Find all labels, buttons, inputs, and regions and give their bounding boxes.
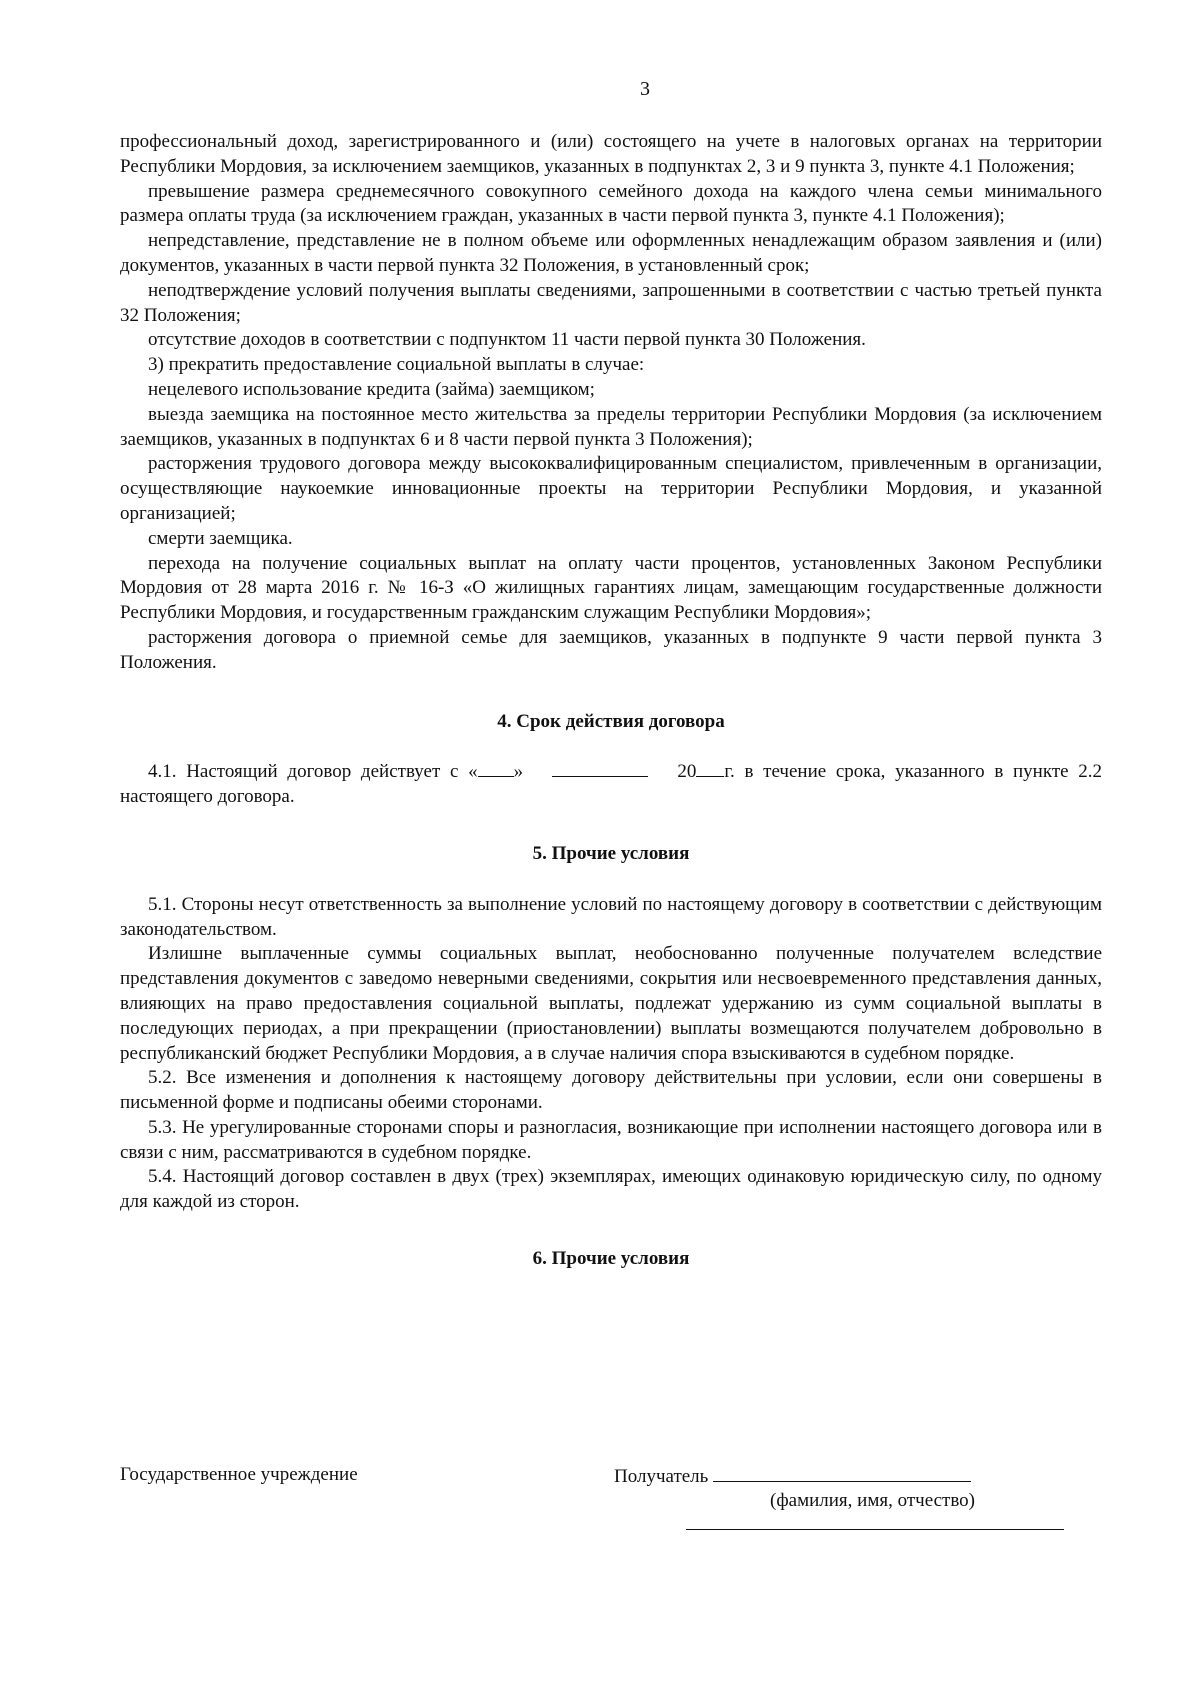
paragraph: 3) прекратить предоставление социальной выплаты в случае: xyxy=(148,354,645,376)
month-blank xyxy=(552,760,648,777)
recipient-signature-line xyxy=(686,1529,1064,1530)
date-close-quote: » xyxy=(513,761,524,783)
paragraph: неподтверждение условий получения выплаты сведениями, запрошенными в соответствии с частью третьей пункта 32 Положения; xyxy=(120,279,1102,326)
section-title-5: 5. Прочие условия xyxy=(532,842,690,864)
paragraph-5-4: 5.4. Настоящий договор составлен в двух (трех) экземплярах, имеющих одинаковую юридическую силу, по одному для каждой из сторон. xyxy=(120,1166,1102,1213)
year-prefix: 20 xyxy=(677,761,697,783)
paragraph: выезда заемщика на постоянное место жительства за пределы территории Республики Мордовия (за исключением заемщиков, указанных в подпунктах 6 и 8 части первой пункта 3 Положения); xyxy=(120,403,1102,450)
section-title-6: 6. Прочие условия xyxy=(532,1248,690,1270)
recipient-name-line xyxy=(713,1463,971,1482)
page-number: 3 xyxy=(640,78,650,100)
paragraph: профессиональный доход, зарегистрированного и (или) состоящего на учете в налоговых органах на территории Республики Мордовия, за исключением заемщиков, указанных в подпунктах 2, 3 и 9 пункта 3, пункте 4.1 Положения; xyxy=(120,131,1102,177)
paragraph-5-1: 5.1. Стороны несут ответственность за выполнение условий по настоящему договору в соответствии с действующим законодательством. xyxy=(120,893,1102,940)
paragraph-4-1 xyxy=(120,760,1102,810)
recipient-caption: (фамилия, имя, отчество) xyxy=(770,1490,976,1511)
document-body xyxy=(120,130,1102,1272)
paragraph-5-3: 5.3. Не урегулированные сторонами споры и разногласия, возникающие при исполнении настоящего договора или в связи с ним, рассматриваются в судебном порядке. xyxy=(120,1116,1102,1163)
recipient-label: Получатель xyxy=(614,1466,709,1487)
date-prefix: 4.1. Настоящий договор действует с « xyxy=(148,761,478,783)
paragraph: расторжения трудового договора между высококвалифицированным специалистом, привлеченным в организации, осуществляющие наукоемкие инновационные проекты на территории Республики Мордовия, и указанной организацией; xyxy=(120,453,1102,524)
day-blank xyxy=(478,760,514,777)
paragraph: непредставление, представление не в полном объеме или оформленных ненадлежащим образом заявления и (или) документов, указанных в части первой пункта 32 Положения, в установленный срок; xyxy=(120,230,1102,276)
paragraph: превышение размера среднемесячного совокупного семейного дохода на каждого члена семьи минимального размера оплаты труда (за исключением граждан, указанных в части первой пункта 3, пункте 4.1 Положения); xyxy=(120,180,1102,227)
date-suffix: г. в течение срока, указанного в пункте 2.2 настоящего договора. xyxy=(120,761,1103,808)
year-blank xyxy=(696,760,724,777)
paragraph: расторжения договора о приемной семье для заемщиков, указанных в подпункте 9 части первой пункта 3 Положения. xyxy=(120,626,1102,673)
paragraph: отсутствие доходов в соответствии с подпунктом 11 части первой пункта 30 Положения. xyxy=(148,329,866,351)
section-title-4: 4. Срок действия договора xyxy=(497,710,725,732)
paragraph-5-1-b: Излишне выплаченные суммы социальных выплат, необоснованно полученные получателем вследствие представления документов с заведомо неверными сведениями, сокрытия или несвоевременного представления данных, влияющих на право предоставления социальной выплаты, подлежат удержанию из сумм социальной выплаты в последующих периодах, а при прекращении (приостановлении) выплаты возмещаются получателем добровольно в республиканский бюджет Республики Мордовия, а в случае наличия спора взыскиваются в судебном порядке. xyxy=(120,943,1102,1064)
paragraph-5-2: 5.2. Все изменения и дополнения к настоящему договору действительны при условии, если они совершены в письменной форме и подписаны обеими сторонами. xyxy=(120,1067,1102,1114)
paragraph: смерти заемщика. xyxy=(148,527,293,549)
recipient-signature xyxy=(614,1463,971,1489)
paragraph: нецелевого использование кредита (займа) заемщиком; xyxy=(148,378,595,400)
paragraph: перехода на получение социальных выплат на оплату части процентов, установленных Законом Республики Мордовия от 28 марта 2016 г. № 16-З «О жилищных гарантиях лицам, замещающим государственные должности Республики Мордовия, и государственным гражданским служащим Республики Мордовия»; xyxy=(120,552,1102,624)
institution-label: Государственное учреждение xyxy=(120,1464,358,1485)
